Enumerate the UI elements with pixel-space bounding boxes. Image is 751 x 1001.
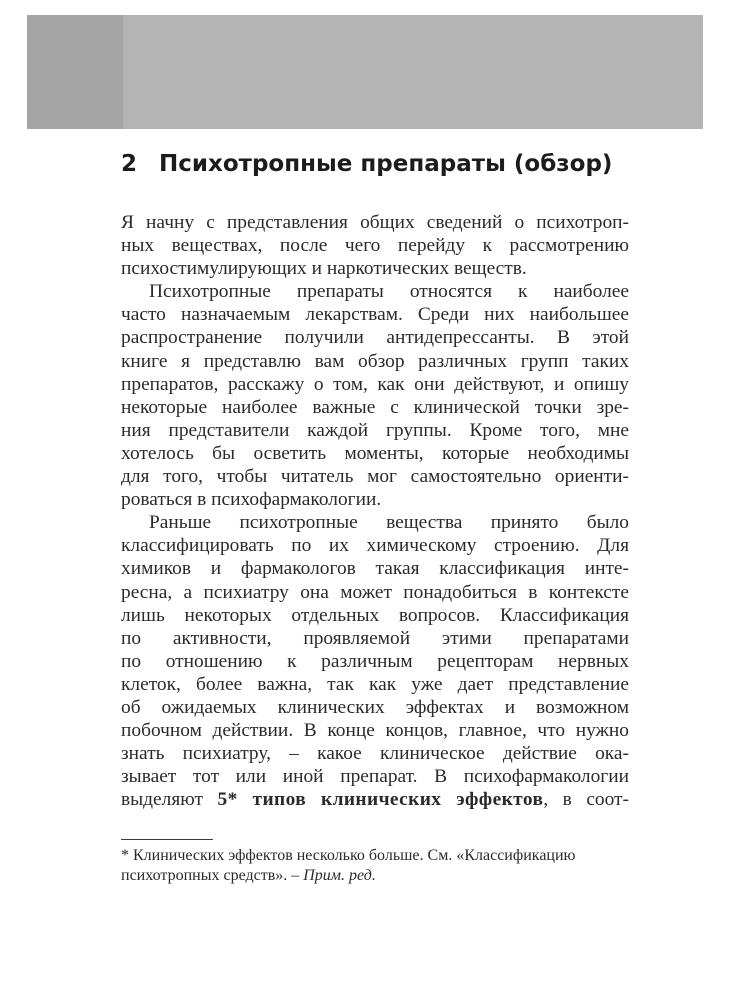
text-line: классифицировать по их химическому строению. Для	[121, 535, 629, 557]
chapter-title: Психотропные препараты (обзор)	[159, 151, 613, 177]
text-line: Я начну с представления общих сведений о психотроп-	[121, 212, 629, 233]
text-line: об ожидаемых клинических эффектах и возможном	[121, 696, 629, 718]
body-text	[121, 211, 629, 811]
text-line: по активности, проявляемой этими препаратами	[121, 627, 629, 649]
text-line: ния представители каждой группы. Кроме того, мне	[121, 419, 629, 441]
text-line: Раньше психотропные вещества принято было	[149, 512, 629, 534]
chapter-header-tab	[27, 15, 123, 129]
text-line: клеток, более важна, так как уже дает представление	[121, 673, 629, 695]
text-line: побочном действии. В конце концов, главное, что нужно	[121, 720, 629, 742]
footnote-line: * Клинических эффектов несколько больше. См. «Классификацию	[121, 847, 576, 864]
text-line-mixed	[121, 788, 629, 811]
text-line: Психотропные препараты относятся к наиболее	[149, 281, 629, 303]
text-line: часто назначаемым лекарствам. Среди них наибольшее	[121, 304, 629, 326]
chapter-heading	[121, 144, 681, 184]
text-segment: выделяют	[121, 789, 203, 811]
text-line: некоторые наиболее важные с клинической точки зре-	[121, 396, 629, 418]
text-line: психостимулирующих и наркотических веществ.	[121, 258, 527, 280]
text-line: зывает тот или иной препарат. В психофармакологии	[121, 766, 629, 788]
text-line: лишь некоторых отдельных вопросов. Классификация	[121, 604, 629, 626]
text-line: распространение получили антидепрессанты. В этой	[121, 327, 629, 349]
text-line: препаратов, расскажу о том, как они действуют, и опишу	[121, 373, 629, 395]
footnote-divider	[121, 839, 213, 840]
text-line: книге я представлю вам обзор различных групп таких	[121, 350, 629, 372]
text-line: хотелось бы осветить моменты, которые необходимы	[121, 442, 629, 464]
text-line: химиков и фармакологов такая классификация инте-	[121, 558, 629, 580]
footnote-line	[121, 866, 641, 886]
text-line: ных веществах, после чего перейду к рассмотрению	[121, 235, 629, 257]
text-line: для того, чтобы читатель мог самостоятельно ориенти-	[121, 466, 629, 488]
text-line: по отношению к различным рецепторам нервных	[121, 650, 629, 672]
bold-emphasis: 5* типов клинических эффектов	[217, 789, 544, 811]
text-line: ресна, а психиатру она может понадобиться в контексте	[121, 581, 629, 603]
text-line: роваться в психофармакологии.	[121, 489, 382, 511]
footnote-text: психотропных средств». –	[121, 867, 304, 884]
editor-note: Прим. ред.	[303, 867, 376, 884]
text-segment: , в соот-	[543, 789, 629, 811]
chapter-header-band	[27, 15, 703, 129]
chapter-number: 2	[121, 151, 138, 177]
footnote	[121, 846, 641, 886]
text-line: знать психиатру, – какое клиническое действие ока-	[121, 743, 629, 765]
